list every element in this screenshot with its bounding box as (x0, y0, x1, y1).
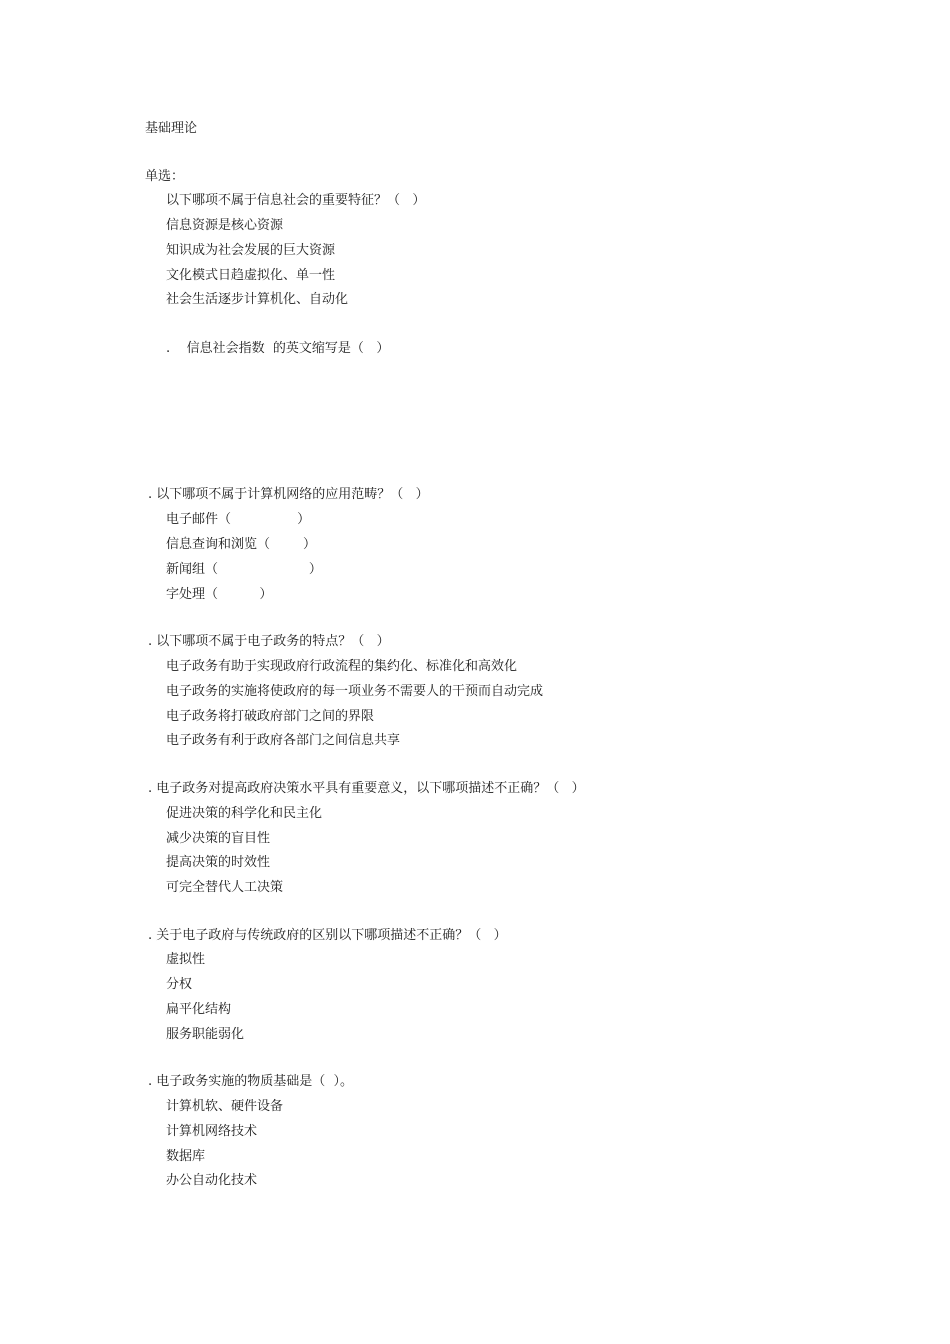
section-heading: 单选： (145, 169, 185, 184)
question-1-option: 信息资源是核心资源 (166, 218, 284, 233)
question-7-option: 数据库 (166, 1149, 206, 1164)
question-4-option: 电子政务有助于实现政府行政流程的集约化、标准化和高效化 (166, 659, 518, 674)
question-3-option: 电子邮件（ ） (166, 512, 311, 527)
question-1-option: 文化模式日趋虚拟化、单一性 (166, 268, 336, 283)
question-7-option: 计算机软、硬件设备 (166, 1099, 284, 1114)
question-4-option: 电子政务的实施将使政府的每一项业务不需要人的干预而自动完成 (166, 684, 544, 699)
document-title: 基础理论 (145, 121, 198, 136)
question-3-stem: . 以下哪项不属于计算机网络的应用范畴？（ ） (148, 487, 429, 502)
question-5-option: 提高决策的时效性 (166, 855, 271, 870)
question-4-option: 电子政务有利于政府各部门之间信息共享 (166, 733, 401, 748)
question-6-option: 分权 (166, 977, 193, 992)
question-1-stem: 以下哪项不属于信息社会的重要特征？（ ） (166, 193, 426, 208)
question-7-option: 计算机网络技术 (166, 1124, 258, 1139)
question-5-option: 减少决策的盲目性 (166, 831, 271, 846)
question-4-stem: . 以下哪项不属于电子政务的特点？（ ） (148, 634, 390, 649)
question-1-option: 知识成为社会发展的巨大资源 (166, 243, 336, 258)
question-5-stem: . 电子政务对提高政府决策水平具有重要意义，以下哪项描述不正确？（ ） (148, 781, 585, 796)
question-3-option: 新闻组（ ） (166, 562, 322, 577)
question-5-option: 促进决策的科学化和民主化 (166, 806, 323, 821)
question-3-option: 信息查询和浏览（ ） (166, 537, 317, 552)
question-3-option: 字处理（ ） (166, 587, 273, 602)
question-7-option: 办公自动化技术 (166, 1173, 258, 1188)
question-7-stem: . 电子政务实施的物质基础是（ ）。 (148, 1074, 354, 1089)
question-6-stem: . 关于电子政府与传统政府的区别以下哪项描述不正确？（ ） (148, 928, 507, 943)
question-6-option: 服务职能弱化 (166, 1027, 245, 1042)
question-5-option: 可完全替代人工决策 (166, 880, 284, 895)
question-6-option: 虚拟性 (166, 952, 206, 967)
question-6-option: 扁平化结构 (166, 1002, 232, 1017)
question-4-option: 电子政务将打破政府部门之间的界限 (166, 709, 375, 724)
question-1-option: 社会生活逐步计算机化、自动化 (166, 292, 349, 307)
question-2-stem: . 信息社会指数 的英文缩写是（ ） (166, 341, 390, 356)
